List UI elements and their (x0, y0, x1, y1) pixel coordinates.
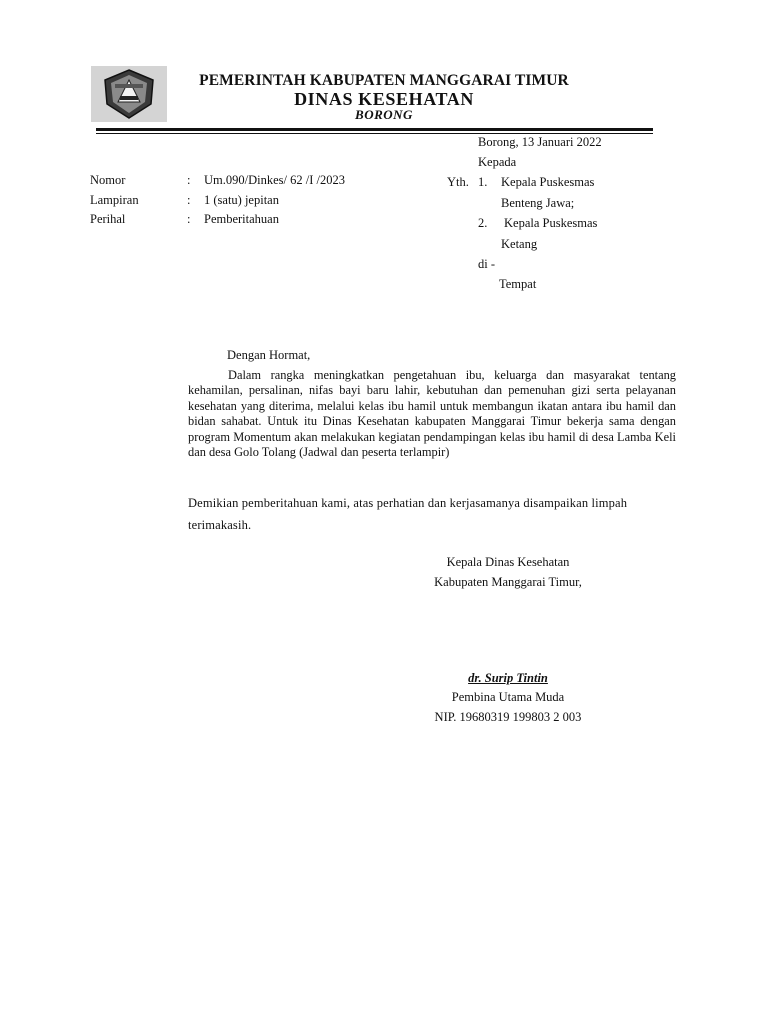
recipient-2-number: 2. (478, 216, 488, 230)
signature-title-line2: Kabupaten Manggarai Timur, (434, 575, 582, 589)
recipient-1-title: Kepala Puskesmas (501, 175, 595, 189)
nomor-colon: : (187, 173, 191, 187)
emblem-graphic (91, 66, 167, 122)
perihal-label: Perihal (90, 212, 126, 226)
signature-title-line1: Kepala Dinas Kesehatan (446, 555, 570, 569)
letterhead-divider (96, 128, 653, 131)
closing-paragraph: Demikian pemberitahuan kami, atas perhatian dan kerjasamanya disampaikan limpah terimakasih. (188, 496, 628, 532)
lampiran-label: Lampiran (90, 193, 139, 207)
recipient-kepada: Kepada (478, 155, 517, 169)
recipient-1-location: Benteng Jawa; (501, 196, 575, 210)
nomor-value: Um.090/Dinkes/ 62 /I /2023 (204, 173, 345, 187)
recipient-2-location: Ketang (501, 237, 538, 251)
signatory-rank: Pembina Utama Muda (451, 690, 565, 704)
body-paragraph: Dalam rangka meningkatkan pengetahuan ibu, keluarga dan masyarakat tentang kehamilan, persalinan, nifas bayi baru lahir, kebutuhan dan pemenuhan gizi serta pelayanan kesehatan yang diterima, melalui kelas ibu hamil untuk membangun ikatan antara ibu hamil dan bidan sahabat. Untuk itu Dinas Kesehatan kabupaten Manggarai Timur bekerja sama dengan program Momentum akan melakukan kegiatan pendampingan kelas ibu hamil di desa Lamba Keli dan desa Golo Tolang (Jadwal dan peserta terlampir) (188, 368, 676, 460)
signatory-name: dr. Surip Tintin (468, 671, 548, 685)
lampiran-colon: : (187, 193, 191, 207)
signatory-nip: NIP. 19680319 199803 2 003 (434, 710, 582, 724)
city-name: BORONG (355, 107, 413, 122)
lampiran-value: 1 (satu) jepitan (204, 193, 279, 207)
recipient-1-number: 1. (478, 175, 488, 189)
letter-date: Borong, 13 Januari 2022 (478, 135, 602, 149)
recipient-yth: Yth. (447, 175, 469, 189)
perihal-value: Pemberitahuan (204, 212, 279, 226)
perihal-colon: : (187, 212, 191, 226)
nomor-label: Nomor (90, 173, 126, 187)
government-name: PEMERINTAH KABUPATEN MANGGARAI TIMUR (199, 72, 569, 89)
recipient-tempat: Tempat (499, 277, 537, 291)
agency-name: DINAS KESEHATAN (294, 89, 474, 109)
salutation: Dengan Hormat, (227, 348, 311, 362)
recipient-2-title: Kepala Puskesmas (504, 216, 598, 230)
regency-emblem-icon (91, 66, 167, 122)
letterhead-divider-thin (96, 133, 653, 134)
recipient-di: di - (478, 257, 496, 271)
